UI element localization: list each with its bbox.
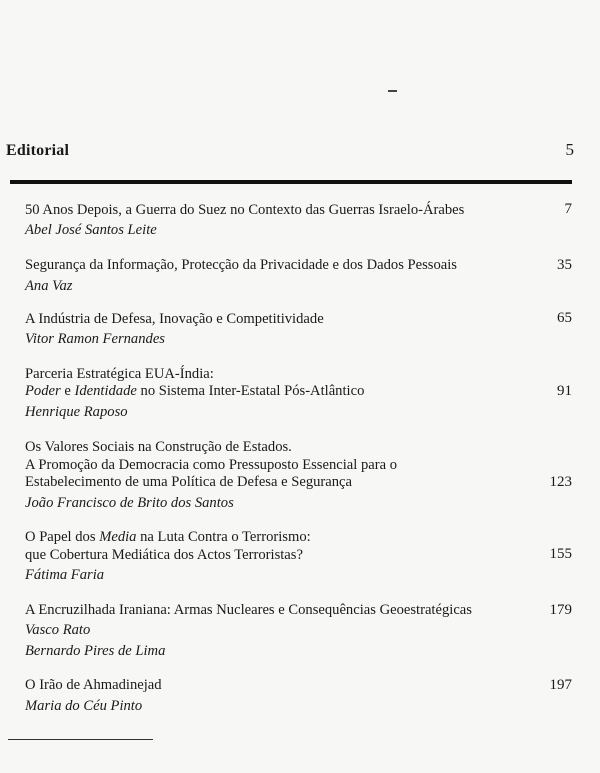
- entry-author: Abel José Santos Leite: [25, 222, 157, 238]
- toc-entry[interactable]: [25, 529, 572, 585]
- entry-title-fragment: e: [60, 383, 75, 399]
- top-dash-mark: [388, 90, 397, 92]
- entry-page-number: 197: [549, 677, 572, 693]
- entry-title: Parceria Estratégica EUA-Índia:: [25, 365, 214, 382]
- entry-title-fragment: na Luta Contra o Terrorismo:: [136, 529, 311, 545]
- entry-title: A Encruzilhada Iraniana: Armas Nucleares e Consequências Geoestratégicas: [25, 601, 472, 618]
- entry-title: O Irão de Ahmadinejad: [25, 677, 162, 693]
- header-rule: [10, 180, 572, 184]
- toc-entry[interactable]: [25, 366, 572, 422]
- entry-title: A Indústria de Defesa, Inovação e Competitividade: [25, 310, 324, 327]
- entry-author: Vasco Rato: [25, 622, 91, 638]
- entry-title: Os Valores Sociais na Construção de Estados.: [25, 439, 292, 455]
- editorial-title: Editorial: [6, 142, 70, 159]
- entry-title: Segurança da Informação, Protecção da Privacidade e dos Dados Pessoais: [25, 257, 457, 273]
- toc-entry[interactable]: [25, 257, 572, 296]
- entry-author: Ana Vaz: [25, 277, 73, 294]
- entry-author: Bernardo Pires de Lima: [25, 642, 166, 659]
- entry-title: que Cobertura Mediática dos Actos Terroristas?: [25, 546, 303, 563]
- entry-page-number: 179: [549, 601, 572, 618]
- entry-page-number: 123: [549, 473, 572, 490]
- emphasis-text: Identidade: [74, 383, 137, 399]
- toc-entry[interactable]: [25, 310, 572, 349]
- toc-entry[interactable]: [25, 602, 572, 661]
- entry-page-number: 65: [557, 310, 572, 326]
- entry-title-line-1: [25, 529, 311, 547]
- entry-title-line-2: [25, 383, 364, 401]
- entry-page-number: 35: [557, 256, 572, 273]
- toc-entry[interactable]: [25, 439, 572, 512]
- toc-entry[interactable]: [25, 201, 572, 240]
- entry-title-fragment: O Papel dos: [25, 529, 100, 545]
- editorial-row[interactable]: [6, 140, 574, 160]
- entry-author: Henrique Raposo: [25, 403, 128, 420]
- table-of-contents: [25, 201, 572, 715]
- entry-page-number: 7: [564, 201, 572, 217]
- entry-title: Estabelecimento de uma Política de Defesa e Segurança: [25, 474, 353, 490]
- entry-author: Maria do Céu Pinto: [25, 697, 143, 714]
- emphasis-text: Poder: [25, 383, 61, 399]
- entry-page-number: 155: [549, 546, 572, 562]
- entry-author: João Francisco de Brito dos Santos: [25, 494, 234, 511]
- toc-entry[interactable]: [25, 677, 572, 715]
- entry-author: Vitor Ramon Fernandes: [25, 331, 165, 347]
- editorial-page-number: 5: [565, 140, 574, 159]
- emphasis-text: Media: [99, 529, 137, 545]
- entry-title-fragment: no Sistema Inter-Estatal Pós-Atlântico: [136, 383, 365, 399]
- entry-title: 50 Anos Depois, a Guerra do Suez no Contexto das Guerras Israelo-Árabes: [25, 201, 465, 218]
- footnote-rule: [8, 739, 153, 740]
- entry-page-number: 91: [557, 382, 572, 399]
- entry-author: Fátima Faria: [25, 567, 105, 583]
- entry-title: A Promoção da Democracia como Pressuposto Essencial para o: [25, 456, 398, 473]
